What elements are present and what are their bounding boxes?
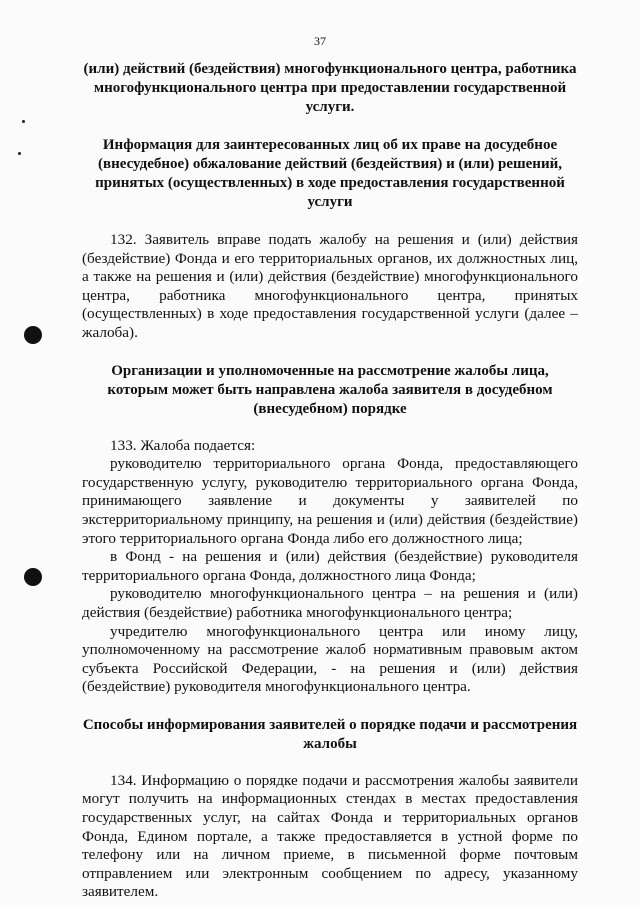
page-number: 37 xyxy=(314,34,326,48)
section-heading-appeal-rights: Информация для заинтересованных лиц об их праве на досудебное (внесудебное) обжалование действий (бездействия) и (или) решений, принятых (осуществленных) в ходе предоставления государственной услуги xyxy=(95,137,565,210)
punch-hole-bottom xyxy=(24,568,42,586)
paragraph-133: 133. Жалоба подается: xyxy=(110,436,256,454)
section-heading-organizations: Организации и уполномоченные на рассмотрение жалобы лица, которым может быть направлена жалоба заявителя в досудебном (внесудебном) порядке xyxy=(107,362,553,417)
section-heading-informing: Способы информирования заявителей о порядке подачи и рассмотрения жалобы xyxy=(82,716,578,752)
document-body xyxy=(82,60,578,902)
punch-hole-top xyxy=(24,326,42,344)
paragraph-133-item: руководителю многофункционального центра – на решения и (или) действия (бездействие) работника многофункционального центра; xyxy=(82,585,578,621)
scan-speck xyxy=(18,152,21,155)
section-heading-continued: (или) действий (бездействия) многофункционального центра, работника многофункционального центра при предоставлении государственной услуги. xyxy=(83,61,577,115)
scan-speck xyxy=(22,120,25,123)
paragraph-133-item: руководителю территориального органа Фонда, предоставляющего государственную услугу, руководителю территориального органа Фонда, принимающего заявление и документы у заявителей по экстерриториальному принципу, на решения и (или) действия (бездействие) этого территориального органа Фонда либо его должностного лица; xyxy=(82,455,578,547)
paragraph-133-item: в Фонд - на решения и (или) действия (бездействие) руководителя территориального органа Фонда, должностного лица Фонда; xyxy=(82,548,578,584)
paragraph-134: 134. Информацию о порядке подачи и рассмотрения жалобы заявители могут получить на информационных стендах в местах предоставления государственных услуг, на сайтах Фонда и территориальных органов Фонда, Едином портале, а также предоставляется в устной форме по телефону или на личном приеме, в письменной форме почтовым отправлением или электронным сообщением по адресу, указанному заявителем. xyxy=(82,771,578,901)
paragraph-133-item: учредителю многофункционального центра или иному лицу, уполномоченному на рассмотрение жалоб нормативным правовым актом субъекта Российской Федерации, - на решения и (или) действия (бездействие) руководителя многофункционального центра. xyxy=(82,622,578,696)
paragraph-132: 132. Заявитель вправе подать жалобу на решения и (или) действия (бездействие) Фонда и его территориальных органов, их должностных лиц, а также на решения и (или) действия (бездействие) многофункционального центра, работника многофункционального центра, принятых (осуществленных) в ходе предоставления государственной услуги (далее – жалоба). xyxy=(82,231,578,341)
